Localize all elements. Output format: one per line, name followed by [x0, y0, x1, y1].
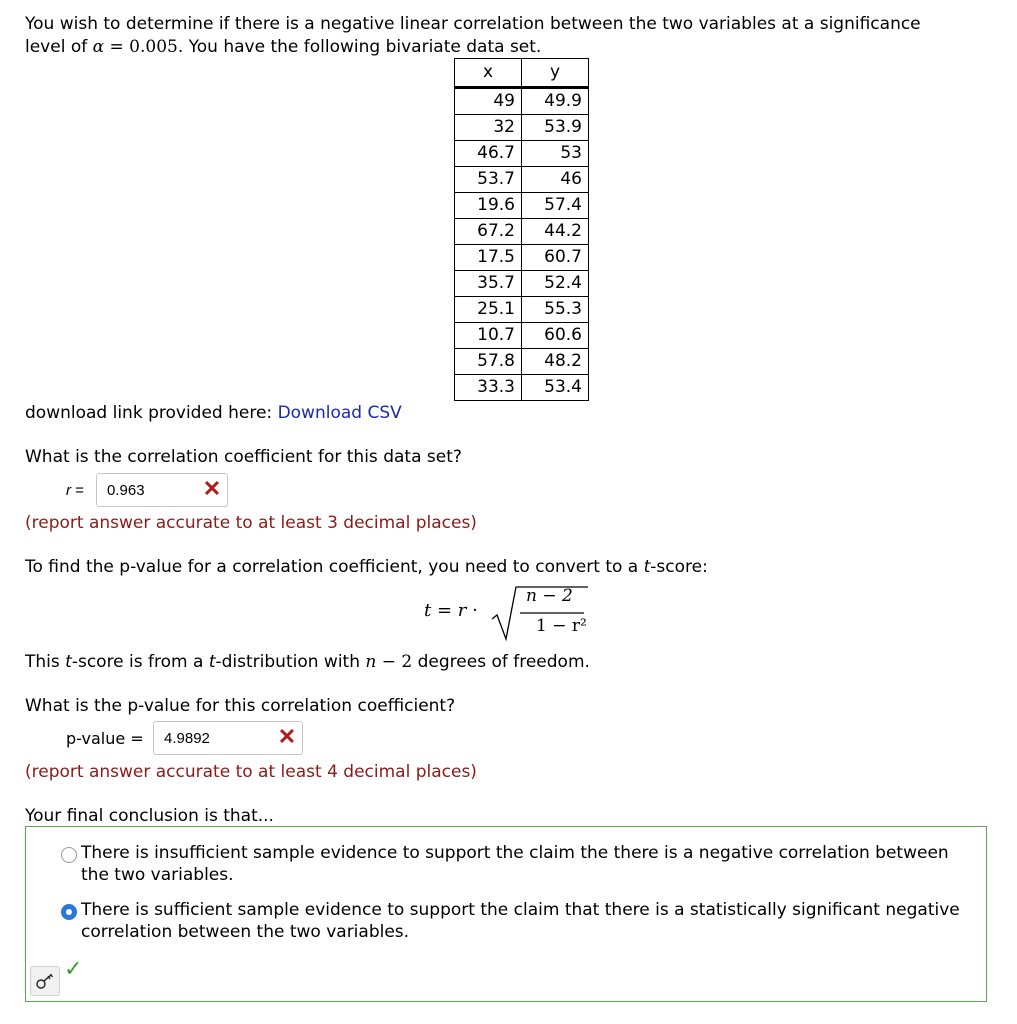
pvalue-question: What is the p-value for this correlation coefficient?	[25, 696, 456, 716]
tscore-formula	[424, 600, 478, 621]
table-header-row	[455, 59, 589, 88]
table-row	[455, 193, 589, 219]
r-symbol: r	[66, 482, 71, 499]
dist-t2: t	[208, 652, 216, 672]
cell-y: 53.4	[522, 375, 589, 401]
formula-numerator: n − 2	[526, 586, 573, 606]
table-row	[455, 297, 589, 323]
cell-y: 53	[522, 141, 589, 167]
dist-text-1: This	[25, 652, 66, 672]
cell-x: 35.7	[455, 271, 522, 297]
table-row	[455, 141, 589, 167]
formula-t: t	[424, 600, 432, 621]
dist-minus-2: − 2	[376, 652, 413, 672]
cell-x: 33.3	[455, 375, 522, 401]
cell-y: 46	[522, 167, 589, 193]
table-row	[455, 349, 589, 375]
r-answer-field[interactable]	[96, 473, 228, 507]
tscore-intro-post: -score:	[650, 557, 708, 577]
key-button[interactable]	[30, 966, 60, 996]
option-sufficient-text[interactable]: There is sufficient sample evidence to support the claim that there is a statistically significant negative correlation between the two variables.	[81, 900, 960, 942]
tscore-distribution-line	[25, 652, 590, 672]
cell-x: 57.8	[455, 349, 522, 375]
tscore-intro	[25, 557, 708, 577]
cell-y: 60.6	[522, 323, 589, 349]
table-row	[455, 167, 589, 193]
table-row	[455, 323, 589, 349]
cell-y: 44.2	[522, 219, 589, 245]
download-csv-link[interactable]: Download CSV	[277, 403, 402, 423]
cell-x: 53.7	[455, 167, 522, 193]
pvalue-precision-hint: (report answer accurate to at least 4 decimal places)	[25, 762, 477, 782]
pvalue-label: p-value =	[66, 729, 144, 748]
cell-y: 49.9	[522, 88, 589, 115]
table-row	[455, 88, 589, 115]
dist-text-4: degrees of freedom.	[412, 652, 590, 672]
cell-x: 46.7	[455, 141, 522, 167]
tscore-intro-t: t	[643, 557, 651, 577]
formula-denominator: 1 − r²	[536, 616, 587, 636]
formula-dot: ·	[466, 600, 478, 621]
intro-line-1	[25, 14, 921, 34]
cell-y: 57.4	[522, 193, 589, 219]
intro-text-1: You wish to determine if there is a negative linear correlation between the two variables at a significance	[25, 14, 921, 34]
table-row	[455, 115, 589, 141]
cell-x: 10.7	[455, 323, 522, 349]
pvalue-answer-value: 4.9892	[164, 730, 210, 747]
intro-line-2	[25, 37, 541, 57]
formula-equals: =	[431, 600, 458, 621]
cell-y: 55.3	[522, 297, 589, 323]
cell-x: 67.2	[455, 219, 522, 245]
dist-text-2: -score is from a	[71, 652, 209, 672]
conclusion-title: Your final conclusion is that...	[25, 806, 274, 826]
table-row	[455, 271, 589, 297]
radio-insufficient[interactable]	[61, 847, 77, 863]
table-row	[455, 219, 589, 245]
r-label	[66, 482, 84, 499]
option-insufficient-text[interactable]: There is insufficient sample evidence to support the claim the there is a negative correlation between the two variables.	[81, 843, 949, 885]
cell-y: 52.4	[522, 271, 589, 297]
table-row	[455, 375, 589, 401]
cell-x: 49	[455, 88, 522, 115]
column-header-y: y	[522, 59, 589, 88]
intro-text-2: level of	[25, 37, 93, 57]
tscore-intro-text: To find the p-value for a correlation coefficient, you need to convert to a	[25, 557, 644, 577]
r-equals: =	[71, 482, 84, 499]
cell-x: 17.5	[455, 245, 522, 271]
alpha-symbol: α	[92, 37, 105, 57]
cell-x: 19.6	[455, 193, 522, 219]
cell-y: 60.7	[522, 245, 589, 271]
cell-y: 53.9	[522, 115, 589, 141]
r-answer-value: 0.963	[107, 482, 145, 499]
download-label: download link provided here:	[25, 403, 278, 423]
alpha-equals: =	[104, 37, 130, 57]
radio-sufficient[interactable]	[61, 904, 77, 920]
table-row	[455, 245, 589, 271]
download-line	[25, 403, 402, 423]
data-table	[454, 58, 589, 401]
check-icon: ✓	[64, 957, 83, 982]
x-icon: ✕	[202, 476, 222, 501]
dist-text-3: -distribution with	[215, 652, 366, 672]
conclusion-choices	[25, 826, 987, 1002]
formula-r: r	[457, 600, 467, 621]
r-precision-hint: (report answer accurate to at least 3 decimal places)	[25, 513, 477, 533]
correlation-question: What is the correlation coefficient for this data set?	[25, 447, 462, 467]
pvalue-answer-field[interactable]	[153, 721, 303, 755]
cell-x: 25.1	[455, 297, 522, 323]
intro-text-3: . You have the following bivariate data set.	[177, 37, 542, 57]
cell-y: 48.2	[522, 349, 589, 375]
column-header-x: x	[455, 59, 522, 88]
dist-n: n	[365, 652, 377, 672]
x-icon: ✕	[277, 724, 297, 749]
dist-t1: t	[65, 652, 72, 672]
alpha-value: 0.005	[129, 37, 178, 57]
cell-x: 32	[455, 115, 522, 141]
key-icon	[31, 967, 59, 995]
